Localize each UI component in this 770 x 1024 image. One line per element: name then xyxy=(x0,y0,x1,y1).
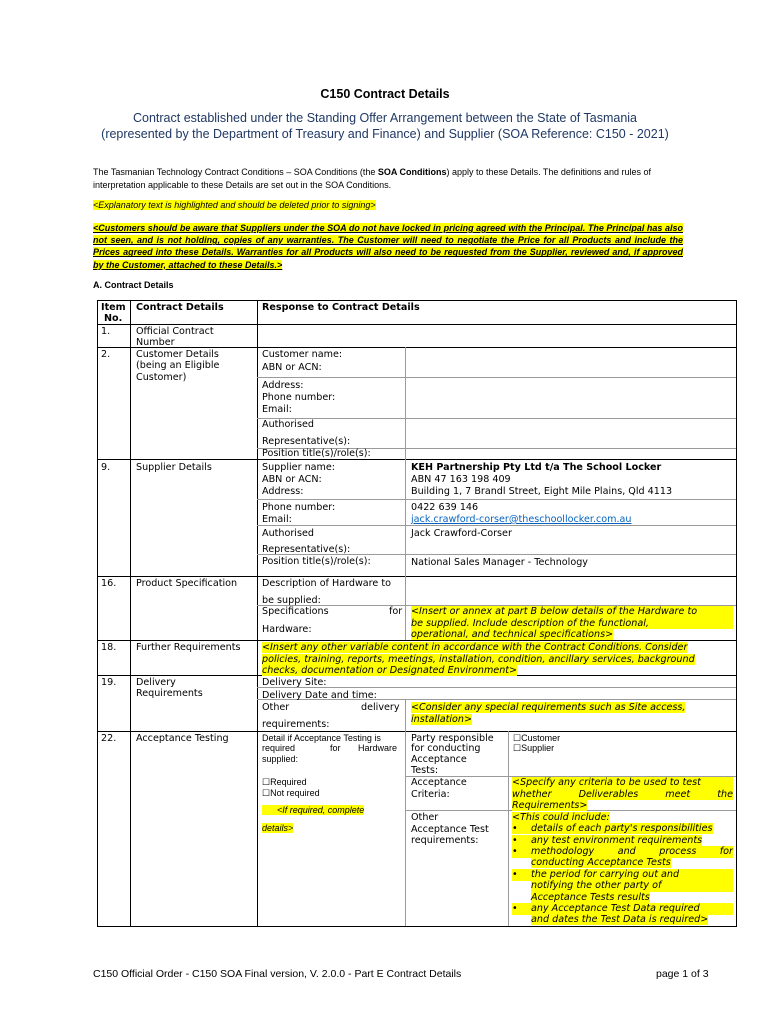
supplier-phone-label: Phone number: xyxy=(262,502,336,513)
bullet-4-text-3: Acceptance Tests results xyxy=(531,892,650,903)
acceptance-detail-label-2a: required xyxy=(262,743,296,753)
list-item-cont xyxy=(531,914,708,926)
row2-label-2: (being an Eligible xyxy=(136,360,220,371)
row2-label: Customer Details xyxy=(136,349,219,360)
supplier-email-link[interactable]: jack.crawford-corser@theschoollocker.com.au xyxy=(411,514,632,525)
hardware-spec-label-2: Hardware: xyxy=(262,624,312,635)
bullet-icon: • xyxy=(512,869,518,880)
intro-paragraph xyxy=(93,166,693,192)
acceptance-criteria-label: Acceptance xyxy=(411,777,467,788)
party-responsible-label: Party responsible xyxy=(411,733,494,744)
supplier-abn-label: ABN or ACN: xyxy=(262,474,322,485)
supplier-name-label: Supplier name: xyxy=(262,462,336,473)
footer-document-ref: C150 Official Order - C150 SOA Final version, V. 2.0.0 - Part E Contract Details xyxy=(93,968,462,980)
bullet-3-word-4: for xyxy=(719,846,733,857)
pricing-warning-text: <Customers should be aware that Suppliers under the SOA do not have locked in pricing agreed with the Principal. The Principal has also not seen, and is not holding, copies of any warranties. The Customer will need to negotiate the Price for all Products and include the Prices agreed into these Details. Warranties for all Products will also need to be requested from the Supplier, reviewed and, if approved by the Customer, attached to these Details.> xyxy=(93,223,683,270)
criteria-word-meet: meet xyxy=(665,788,691,800)
customer-name-label: Customer name: xyxy=(262,349,343,360)
header-contract-details: Contract Details xyxy=(136,302,224,313)
pricing-warning xyxy=(93,222,683,271)
row22-no: 22. xyxy=(101,733,117,744)
hardware-insert-line-1: <Insert or annex at part B below details of the Hardware to xyxy=(411,606,733,618)
footer-page-number: page 1 of 3 xyxy=(656,968,709,980)
row9-no: 9. xyxy=(101,462,111,473)
delivery-consider-note xyxy=(411,702,685,725)
bullet-icon: • xyxy=(512,835,518,846)
acceptance-detail-label-2c: Hardware xyxy=(358,743,398,753)
party-responsible-label-4: Tests: xyxy=(411,765,439,776)
row16-label: Product Specification xyxy=(136,578,238,589)
bullet-1-text: details of each party's responsibilities xyxy=(531,823,713,834)
supplier-abn-value: ABN 47 163 198 409 xyxy=(411,474,511,485)
supplier-auth-label-2: Representative(s): xyxy=(262,544,351,555)
customer-position-label: Position title(s)/role(s): xyxy=(262,448,371,459)
delivery-consider-line-2: installation> xyxy=(411,713,473,725)
delivery-date-label: Delivery Date and time: xyxy=(262,690,377,701)
row1-no: 1. xyxy=(101,326,111,337)
criteria-line-2 xyxy=(512,789,733,801)
acceptance-criteria-note xyxy=(512,777,733,812)
bullet-3-word-2: and xyxy=(617,846,636,857)
supplier-email-label: Email: xyxy=(262,514,292,525)
supplier-address-value: Building 1, 7 Brandl Street, Eight Mile Plains, Qld 4113 xyxy=(411,486,673,497)
bullet-3-text-2: conducting Acceptance Tests xyxy=(531,857,671,868)
acceptance-criteria-label-2: Criteria: xyxy=(411,789,450,800)
customer-auth-label-2: Representative(s): xyxy=(262,436,351,447)
supplier-position-value: National Sales Manager - Technology xyxy=(411,557,588,568)
hardware-insert-line-3: operational, and technical specifications> xyxy=(411,629,614,640)
list-item xyxy=(512,846,733,858)
document-subtitle: Contract established under the Standing Offer Arrangement between the State of Tasmania (represented by the Department of Treasury and Finance) and Supplier (SOA Reference: C150 - 2021) xyxy=(101,111,669,141)
bullet-3-word-1: methodology xyxy=(531,846,595,857)
list-item xyxy=(512,903,733,915)
acceptance-detail-label: Detail if Acceptance Testing is xyxy=(262,733,381,743)
acceptance-detail-label-2b: for xyxy=(330,743,341,753)
list-item-cont xyxy=(531,857,671,869)
intro-post: ) apply to these Details. The definitions and rules of interpretation applicable to these Details are set out in the SOA Conditions. xyxy=(93,167,651,190)
criteria-word-whether: whether xyxy=(512,788,552,800)
party-responsible-label-3: Acceptance xyxy=(411,754,467,765)
supplier-position-label: Position title(s)/role(s): xyxy=(262,556,371,567)
delivery-other-label-b: delivery xyxy=(361,702,400,713)
criteria-word-the: the xyxy=(717,788,733,800)
row9-label: Supplier Details xyxy=(136,462,212,473)
bullet-3-word-3: process xyxy=(659,846,697,857)
row1-label-2: Number xyxy=(136,337,175,348)
criteria-line-1: <Specify any criteria to be used to test xyxy=(512,777,733,789)
hardware-desc-label: Description of Hardware to xyxy=(262,578,391,589)
further-req-line-2: policies, training, reports, meetings, installation, condition, ancillary services, background xyxy=(262,653,695,665)
further-req-line-3: checks, documentation or Designated Environment> xyxy=(262,665,518,676)
list-item xyxy=(512,869,733,881)
party-supplier-checkbox[interactable]: ☐Supplier xyxy=(513,743,555,753)
header-item-no-2: No. xyxy=(104,313,123,324)
delivery-other-label-2: requirements: xyxy=(262,719,330,730)
intro-pre: The Tasmanian Technology Contract Conditions – SOA Conditions (the xyxy=(93,167,378,177)
criteria-word-deliverables: Deliverables xyxy=(578,788,639,800)
acceptance-required-checkbox[interactable]: ☐Required xyxy=(262,777,307,787)
hardware-spec-label: Specifications xyxy=(262,606,329,617)
supplier-name-value: KEH Partnership Pty Ltd t/a The School Locker xyxy=(411,462,662,473)
further-req-note xyxy=(262,642,695,677)
acceptance-if-required-line-1: <If required, complete xyxy=(262,805,364,815)
supplier-address-label: Address: xyxy=(262,486,304,497)
row19-label: Delivery xyxy=(136,677,176,688)
list-item xyxy=(512,823,733,835)
hardware-insert-note xyxy=(411,606,733,641)
party-customer-checkbox[interactable]: ☐Customer xyxy=(513,733,561,743)
delivery-consider-line-1: <Consider any special requirements such as Site access, xyxy=(411,702,686,713)
row18-label: Further Requirements xyxy=(136,642,241,653)
hardware-spec-label-for: for xyxy=(389,606,403,617)
customer-email-label: Email: xyxy=(262,404,292,415)
customer-phone-label: Phone number: xyxy=(262,392,336,403)
hardware-insert-line-2: be supplied. Include description of the functional, xyxy=(411,618,733,630)
explanatory-note xyxy=(93,200,376,210)
list-item-cont xyxy=(531,892,650,904)
criteria-line-3: Requirements> xyxy=(512,800,588,811)
row22-label: Acceptance Testing xyxy=(136,733,229,744)
further-req-line-1: <Insert any other variable content in accordance with the Contract Conditions. Consider xyxy=(262,642,688,653)
row2-no: 2. xyxy=(101,349,111,360)
row1-label: Official Contract xyxy=(136,326,214,337)
bullet-4-text: the period for carrying out and xyxy=(531,869,680,880)
bullet-icon: • xyxy=(512,846,518,857)
document-title: C150 Contract Details xyxy=(320,87,450,101)
list-item xyxy=(512,835,733,847)
row19-no: 19. xyxy=(101,677,117,688)
delivery-other-label: Other xyxy=(262,702,290,713)
supplier-phone-value: 0422 639 146 xyxy=(411,502,479,513)
could-include-note xyxy=(512,812,610,824)
could-include-text: <This could include: xyxy=(512,812,610,823)
hardware-desc-label-2: be supplied: xyxy=(262,595,321,606)
section-a-heading: A. Contract Details xyxy=(93,280,174,290)
explanatory-text: <Explanatory text is highlighted and should be deleted prior to signing> xyxy=(93,200,376,210)
row16-no: 16. xyxy=(101,578,117,589)
acceptance-not-required-checkbox[interactable]: ☐Not required xyxy=(262,788,320,798)
bullet-2-text: any test environment requirements xyxy=(531,835,703,846)
acceptance-if-required-note xyxy=(262,805,364,834)
row18-no: 18. xyxy=(101,642,117,653)
other-acceptance-label-2: Acceptance Test xyxy=(411,824,489,835)
customer-auth-label: Authorised xyxy=(262,419,314,430)
bullet-5-text-2: and dates the Test Data is required> xyxy=(531,914,709,925)
delivery-site-label: Delivery Site: xyxy=(262,677,327,688)
supplier-auth-value: Jack Crawford-Corser xyxy=(411,528,512,539)
party-responsible-label-2: for conducting xyxy=(411,743,481,754)
row2-label-3: Customer) xyxy=(136,372,187,383)
list-item-cont: notifying the other party of xyxy=(531,880,733,892)
other-acceptance-label-3: requirements: xyxy=(411,835,479,846)
bullet-icon: • xyxy=(512,903,518,914)
bullet-5-text: any Acceptance Test Data required xyxy=(531,903,700,914)
customer-abn-label: ABN or ACN: xyxy=(262,362,322,373)
acceptance-detail-label-3: supplied: xyxy=(262,754,299,764)
header-item-no: Item xyxy=(101,302,126,313)
acceptance-if-required-line-2: details> xyxy=(262,822,294,833)
other-acceptance-label: Other xyxy=(411,812,439,823)
intro-bold: SOA Conditions xyxy=(377,167,447,177)
row19-label-2: Requirements xyxy=(136,688,203,699)
customer-address-label: Address: xyxy=(262,380,304,391)
supplier-auth-label: Authorised xyxy=(262,528,314,539)
bullet-icon: • xyxy=(512,823,518,834)
header-response: Response to Contract Details xyxy=(262,302,420,313)
